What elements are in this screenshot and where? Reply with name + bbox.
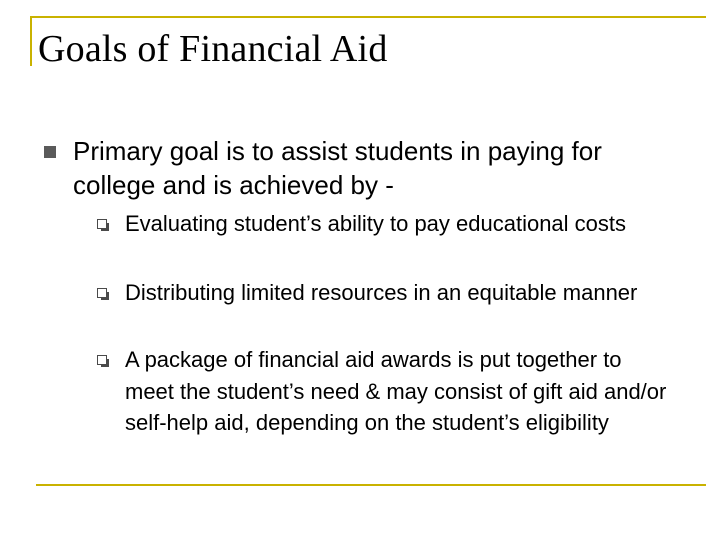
title-frame-left-rule — [30, 16, 32, 66]
sub-bullet-text: Evaluating student’s ability to pay educational costs — [125, 211, 627, 236]
checkbox-bullet-icon — [97, 288, 107, 298]
checkbox-bullet-icon — [97, 355, 107, 365]
slide-title: Goals of Financial Aid — [38, 28, 388, 70]
bottom-divider — [36, 484, 706, 486]
main-bullet-text: Primary goal is to assist students in paying for college and is achieved by - — [73, 136, 602, 200]
title-frame-top-rule — [30, 16, 706, 18]
square-bullet-icon — [44, 146, 56, 158]
sub-bullet-text: Distributing limited resources in an equitable manner — [125, 280, 638, 305]
checkbox-bullet-icon — [97, 219, 107, 229]
sub-bullet-text: A package of financial aid awards is put together to meet the student’s need & may consist of gift aid and/or self-help aid, depending on the student’s eligibility — [125, 347, 667, 435]
